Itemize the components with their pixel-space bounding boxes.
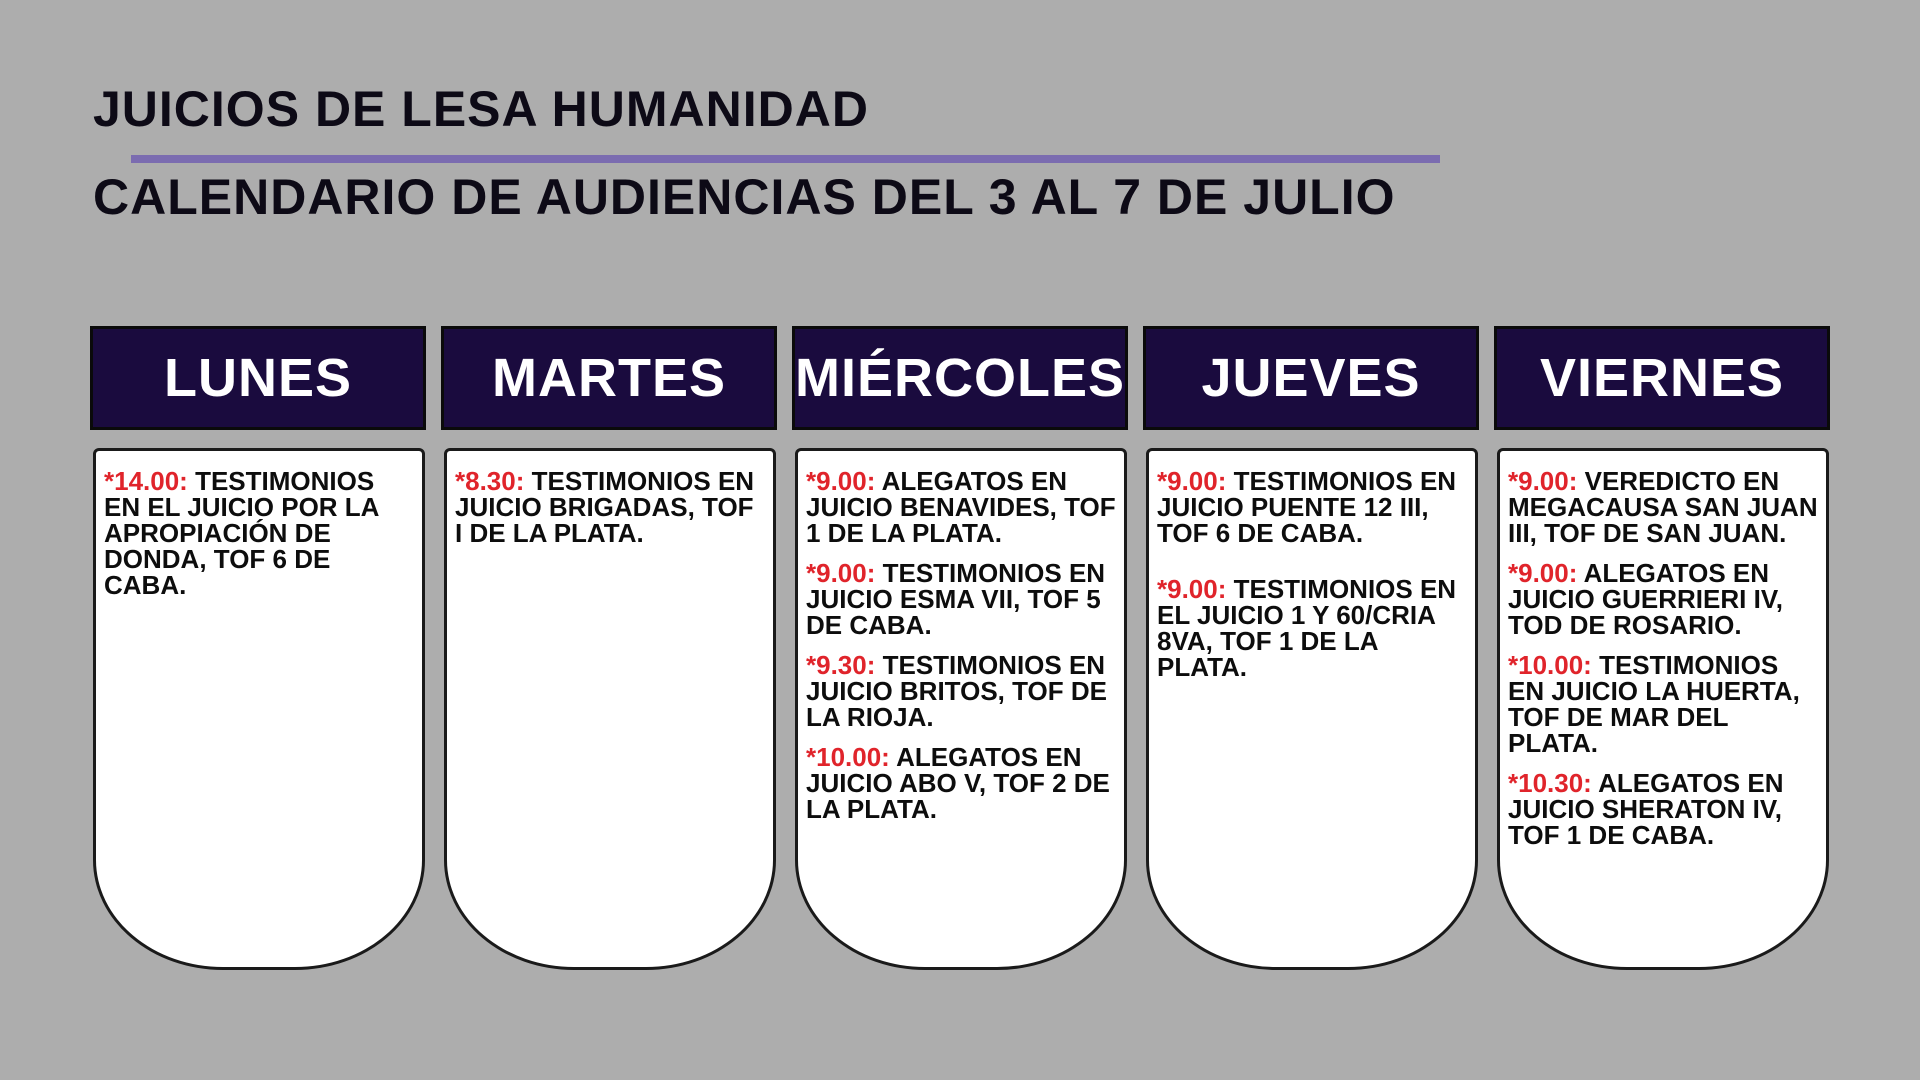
title-divider — [131, 155, 1440, 163]
event-time: *9.00: — [1508, 558, 1578, 588]
event-time: *9.30: — [806, 650, 876, 680]
event-item — [1508, 560, 1820, 638]
day-card-lunes — [93, 448, 425, 970]
event-time: *9.00: — [1157, 574, 1227, 604]
event-time: *9.00: — [806, 466, 876, 496]
event-item — [806, 744, 1118, 822]
day-header-miercoles: MIÉRCOLES — [792, 326, 1128, 430]
event-text: ALEGATOS EN JUICIO SHERATON IV, TOF 1 DE CABA. — [1508, 768, 1784, 850]
event-time: *10.00: — [806, 742, 890, 772]
event-time: *9.00: — [806, 558, 876, 588]
page-title: JUICIOS DE LESA HUMANIDAD — [93, 81, 869, 137]
event-text: TESTIMONIOS EN EL JUICIO 1 Y 60/CRIA 8VA, TOF 1 DE LA PLATA. — [1157, 574, 1457, 682]
event-item — [1157, 468, 1469, 546]
event-item — [455, 468, 767, 546]
event-text: TESTIMONIOS EN JUICIO PUENTE 12 III, TOF 6 DE CABA. — [1157, 466, 1457, 548]
event-item — [806, 468, 1118, 546]
event-item — [806, 652, 1118, 730]
day-column-lunes — [90, 326, 426, 600]
event-time: *9.00: — [1157, 466, 1227, 496]
event-item — [104, 468, 416, 598]
event-text: TESTIMONIOS EN JUICIO BRITOS, TOF DE LA RIOJA. — [806, 650, 1107, 732]
event-item — [1508, 770, 1820, 848]
event-text: TESTIMONIOS EN EL JUICIO POR LA APROPIACIÓN DE DONDA, TOF 6 DE CABA. — [104, 466, 379, 600]
day-column-jueves — [1143, 326, 1479, 682]
day-card-martes — [444, 448, 776, 970]
event-text: TESTIMONIOS EN JUICIO ESMA VII, TOF 5 DE CABA. — [806, 558, 1106, 640]
event-text: TESTIMONIOS EN JUICIO BRIGADAS, TOF I DE LA PLATA. — [455, 466, 755, 548]
event-item — [1508, 652, 1820, 756]
day-card-miercoles — [795, 448, 1127, 970]
day-card-viernes — [1497, 448, 1829, 970]
day-column-martes — [441, 326, 777, 548]
event-time: *14.00: — [104, 466, 188, 496]
event-text: ALEGATOS EN JUICIO BENAVIDES, TOF 1 DE LA PLATA. — [806, 466, 1116, 548]
day-card-jueves — [1146, 448, 1478, 970]
day-header-lunes: LUNES — [90, 326, 426, 430]
event-text: ALEGATOS EN JUICIO GUERRIERI IV, TOD DE ROSARIO. — [1508, 558, 1783, 640]
event-text: TESTIMONIOS EN JUICIO LA HUERTA, TOF DE MAR DEL PLATA. — [1508, 650, 1800, 758]
event-item — [806, 560, 1118, 638]
page-subtitle: CALENDARIO DE AUDIENCIAS DEL 3 AL 7 DE JULIO — [93, 169, 1396, 225]
day-header-jueves: JUEVES — [1143, 326, 1479, 430]
day-column-miercoles — [792, 326, 1128, 824]
event-time: *10.00: — [1508, 650, 1592, 680]
event-time: *10.30: — [1508, 768, 1592, 798]
day-column-viernes — [1494, 326, 1830, 850]
event-item — [1157, 576, 1469, 680]
event-time: *9.00: — [1508, 466, 1578, 496]
day-header-viernes: VIERNES — [1494, 326, 1830, 430]
event-time: *8.30: — [455, 466, 525, 496]
event-item — [1508, 468, 1820, 546]
event-text: ALEGATOS EN JUICIO ABO V, TOF 2 DE LA PLATA. — [806, 742, 1110, 824]
event-text: VEREDICTO EN MEGACAUSA SAN JUAN III, TOF DE SAN JUAN. — [1508, 466, 1818, 548]
day-header-martes: MARTES — [441, 326, 777, 430]
